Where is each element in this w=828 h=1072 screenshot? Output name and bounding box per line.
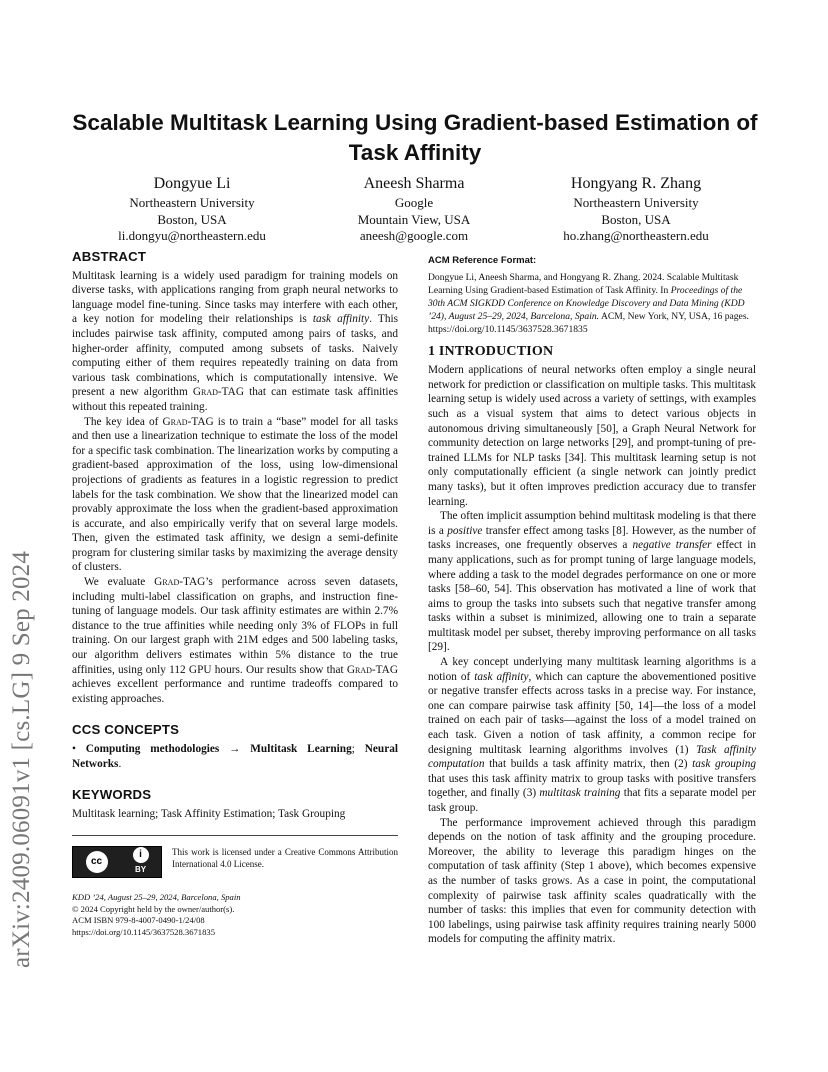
by-label: BY — [134, 865, 147, 875]
author-affiliation: Northeastern University — [129, 195, 255, 210]
ccs-heading: CCS CONCEPTS — [72, 722, 180, 738]
attribution-icon: i — [133, 847, 149, 863]
author-block-2 — [294, 173, 534, 245]
author-affiliation: Google — [394, 195, 434, 210]
left-column — [72, 250, 398, 938]
intro-paragraph-1: Modern applications of neural networks often employ a single neural network for prediction or classification on multiple tasks. This multitask learning setup is widely used across a variety of settings, with examples such as a visual system that aims to detect various objects in autonomous driving simultaneously [50], a Graph Neural Network for community detection on large networks [29], and prompt-tuning of pre-trained LLMs for NLP tasks [34]. This multitask learning setup is not only computationally efficient (a single network can jointly predict many tasks), but it often improves prediction accuracy due to transfer learning. — [428, 364, 756, 508]
copyright-line: © 2024 Copyright held by the owner/author(s). — [72, 903, 235, 914]
author-name: Dongyue Li — [153, 175, 231, 192]
author-affiliation: Northeastern University — [573, 195, 699, 210]
acm-reference-text: Dongyue Li, Aneesh Sharma, and Hongyang R. Zhang. 2024. Scalable Multitask Learning Using Gradient-based Estimation of Task Affinity. In Proceedings of the 30th ACM SIGKDD Conference on Knowledge Discovery and Data Mining (KDD ’24), August 25–29, 2024, Barcelona, Spain. ACM, New York, NY, USA, 16 pages. https://doi.org/10.1145/3637528.3671835 — [428, 271, 749, 335]
arxiv-identifier: arXiv:2409.06091v1 [cs.LG] 9 Sep 2024 — [8, 550, 35, 968]
author-email[interactable]: ho.zhang@northeastern.edu — [563, 228, 709, 243]
right-column — [428, 254, 756, 947]
abstract-paragraph-1: Multitask learning is a widely used paradigm for training models on diverse tasks, with applications ranging from graph neural networks to language model fine-tuning. Since tasks may interfere with each other, a key notion for modeling their relationships is task affinity. This includes pairwise task affinity, computed among pairs of tasks, and higher-order affinity, computed among subsets of tasks. Naively computing either of them requires repeatedly training on data from various task combinations, which is computationally intensive. We present a new algorithm Grad-TAG that can estimate task affinities without this repeated training. — [72, 269, 398, 413]
author-block-1 — [72, 173, 312, 245]
ccs-concepts: • Computing methodologies → Multitask Learning; Neural Networks. — [72, 743, 398, 770]
license-block — [72, 846, 398, 878]
algorithm-name: Grad-TAG — [192, 386, 244, 399]
author-email[interactable]: aneesh@google.com — [359, 228, 469, 243]
intro-paragraph-3: A key concept underlying many multitask learning algorithms is a notion of task affinity, which can capture the abovementioned positive or negative transfer effects across tasks in a precise way. For instance, one can compare pairwise task affinity [50, 14]—the loss of a model trained on each pair of tasks—against the loss of a model trained on each task. Given a notion of task affinity, a common recipe for designing multitask learning algorithms involves (1) Task affinity computation that builds a task affinity matrix, then (2) task grouping that uses this task affinity matrix to group tasks with positive transfers together, and finally (3) multitask training that fits a separate model per task group. — [428, 656, 756, 814]
author-location: Boston, USA — [601, 211, 671, 227]
author-name: Hongyang R. Zhang — [570, 175, 702, 192]
intro-paragraph-4: The performance improvement achieved through this paradigm depends on the notion of task affinity and the grouping procedure. Moreover, the ability to leverage this paradigm hinges on the computation of task affinity (Step 1 above), which becomes expensive as the number of tasks grows. As a case in point, the computational complexity of pairwise task affinity scales quadratically with the number of tasks: this implies that even for community detection with 100 labelings, using pairwise task affinity requires training nearly 5000 models for computing the affinity matrix. — [428, 816, 756, 946]
isbn-line: ACM ISBN 979-8-4007-0490-1/24/08 — [72, 915, 205, 926]
keywords-text: Multitask learning; Task Affinity Estimation; Task Grouping — [72, 807, 346, 820]
author-location: Mountain View, USA — [357, 211, 471, 227]
abstract-paragraph-3: We evaluate Grad-TAG’s performance across seven datasets, including multi-label classification on graphs, and instruction fine-tuning of language models. Our task affinity estimates are within 2.7% distance to the true affinities while needing only 3% of FLOPs in full training. On our largest graph with 21M edges and 500 labeling tasks, our algorithm delivers estimates within 5% distance to the true affinities, using only 112 GPU hours. Our results show that Grad-TAG achieves excellent performance and runtime tradeoffs compared to existing approaches. — [72, 576, 398, 705]
venue-line: KDD ’24, August 25–29, 2024, Barcelona, Spain — [72, 892, 241, 903]
introduction-heading: 1 INTRODUCTION — [428, 343, 554, 359]
creative-commons-badge[interactable] — [72, 846, 162, 878]
doi-line[interactable]: https://doi.org/10.1145/3637528.3671835 — [72, 926, 215, 937]
keywords-heading: KEYWORDS — [72, 787, 152, 803]
acm-reference-heading: ACM Reference Format: — [428, 255, 537, 266]
author-block-3 — [516, 173, 756, 245]
cc-icon: cc — [86, 851, 108, 873]
abstract-paragraph-2: The key idea of Grad-TAG is to train a “base” model for all tasks and then use a linearization technique to estimate the loss of the model for a specific task combination. The linearization works by computing a gradient-based approximation of the loss, using low-dimensional projections of gradients as features in a logistic regression to predict labels for the task combination. We show that the linearized model can provably approximate the loss when the gradient-based approximation is accurate, and also empirically verify that on several large models. Then, given the estimated task affinity, we design a semi-definite program for clustering similar tasks by maximizing the average density of clusters. — [72, 415, 398, 574]
author-email[interactable]: li.dongyu@northeastern.edu — [118, 228, 266, 243]
publication-footer — [72, 892, 398, 938]
author-name: Aneesh Sharma — [363, 175, 465, 192]
footer-divider — [72, 835, 398, 836]
abstract-heading: ABSTRACT — [72, 249, 147, 264]
paper-title: Scalable Multitask Learning Using Gradient-based Estimation of Task Affinity — [72, 110, 758, 165]
author-location: Boston, USA — [157, 211, 227, 227]
license-text: This work is licensed under a Creative Commons Attribution International 4.0 License. — [172, 847, 398, 870]
intro-paragraph-2: The often implicit assumption behind multitask modeling is that there is a positive transfer effect among tasks [8]. However, as the number of tasks increases, one frequently observes a negative transfer effect in many applications, such as for prompt tuning of large language models, where adding a task to the model degrades performance on one or more tasks [58–60, 54]. This observation has motivated a line of work that aims to group the tasks into subsets such that negative transfer among tasks within a subset is minimized, allowing one to train a separate multitask model per subset, thereby improving performance on all tasks [29]. — [428, 510, 757, 654]
